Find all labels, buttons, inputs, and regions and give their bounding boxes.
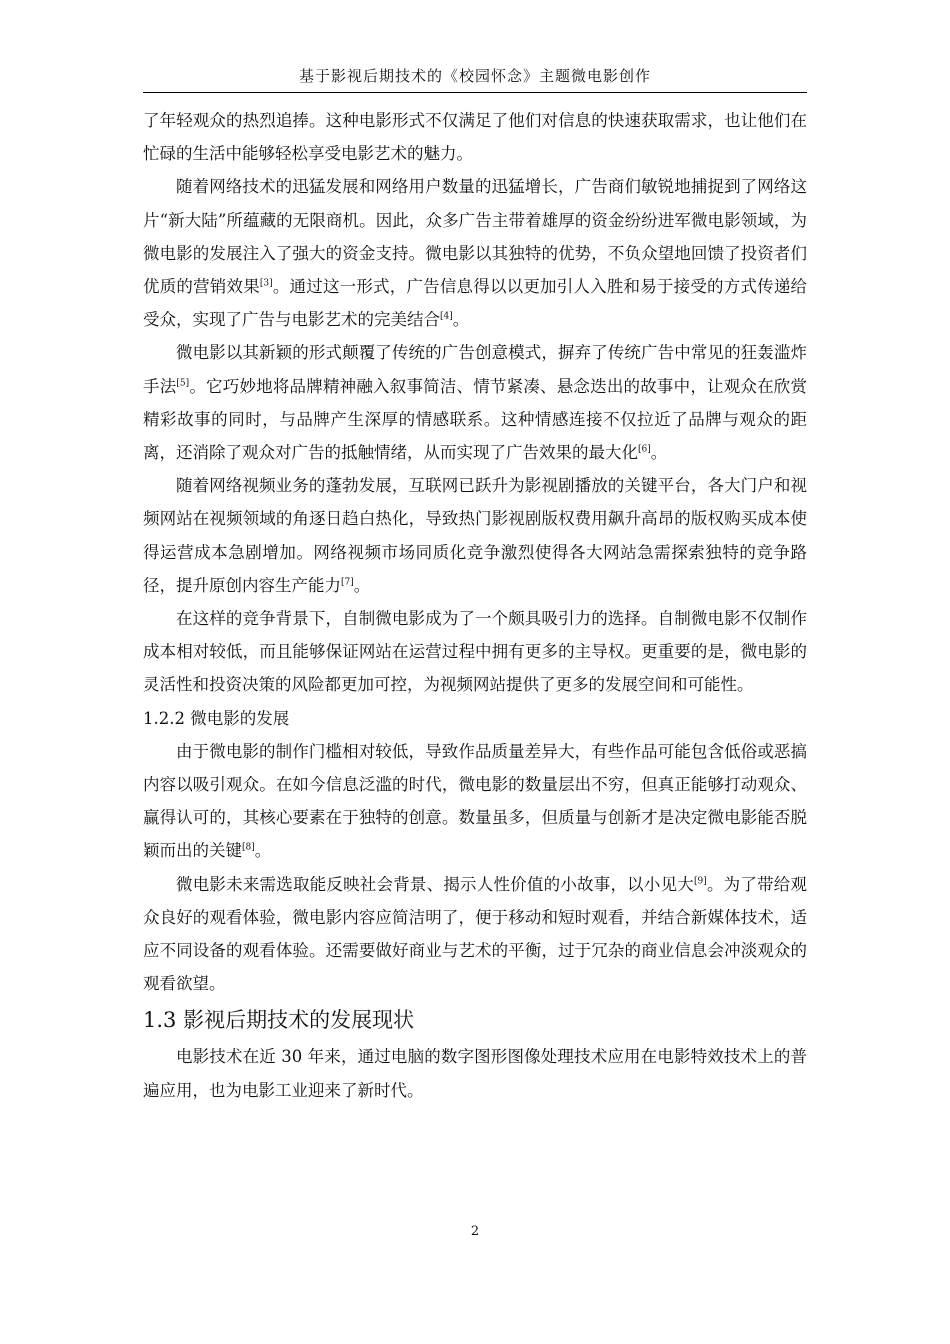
paragraph-8: 电影技术在近 30 年来，通过电脑的数字图形图像处理技术应用在电影特效技术上的普遍应用，也为电影工业迎来了新时代。 <box>143 1047 807 1100</box>
citation-4: [4] <box>440 311 453 322</box>
paragraph-7-text-a: 微电影未来需选取能反映社会背景、揭示人性价值的小故事，以小见大 <box>176 874 694 894</box>
paragraph-4 <box>143 469 807 602</box>
paragraph-6-text-b: 。 <box>254 841 272 861</box>
paragraph-3-text-b: 。它巧妙地将品牌精神融入叙事简洁、情节紧凑、悬念迭出的故事中，让观众在欣赏精彩故事的同时，与品牌产生深厚的情感联系。这种情感连接不仅拉近了品牌与观众的距离，还消除了观众对广告的抵触情绪，从而实现了广告效果的最大化 <box>143 376 808 463</box>
running-header: 基于影视后期技术的《校园怀念》主题微电影创作 <box>143 60 807 93</box>
paragraph-3-text-a: 微电影以其新颖的形式颠覆了传统的广告创意模式，摒弃了传统广告中常见的狂轰滥炸手法 <box>143 343 807 396</box>
section-heading-1-3: 1.3 影视后期技术的发展现状 <box>143 1008 415 1033</box>
page-body <box>143 104 807 1107</box>
citation-9: [9] <box>694 876 707 887</box>
paragraph-2-text-c: 。 <box>452 310 470 330</box>
paragraph-3 <box>143 336 807 469</box>
subsection-heading-1-2-2: 1.2.2 微电影的发展 <box>143 708 290 728</box>
paragraph-5: 在这样的竞争背景下，自制微电影成为了一个颇具吸引力的选择。自制微电影不仅制作成本相对较低，而且能够保证网站在运营过程中拥有更多的主导权。更重要的是，微电影的灵活性和投资决策的风险都更加可控，为视频网站提供了更多的发展空间和可能性。 <box>143 609 807 695</box>
page-number: 2 <box>470 1224 480 1239</box>
citation-8: [8] <box>242 842 255 853</box>
paragraph-4-text-b: 。 <box>353 575 371 595</box>
paragraph-1: 了年轻观众的热烈追捧。这种电影形式不仅满足了他们对信息的快速获取需求，也让他们在忙碌的生活中能够轻松享受电影艺术的魅力。 <box>143 111 807 164</box>
citation-3: [3] <box>259 278 273 289</box>
paragraph-7 <box>143 868 807 1001</box>
paragraph-7-text-b: 。为了带给观众良好的观看体验，微电影内容应简洁明了，便于移动和短时观看，并结合新媒体技术，适应不同设备的观看体验。还需要做好商业与艺术的平衡，过于冗杂的商业信息会冲淡观众的观看欲望。 <box>143 874 808 994</box>
paragraph-2-text-b: 。通过这一形式，广告信息得以以更加引人入胜和易于接受的方式传递给受众，实现了广告与电影艺术的完美结合 <box>143 277 808 330</box>
paragraph-2-text-a: 随着网络技术的迅猛发展和网络用户数量的迅猛增长，广告商们敏锐地捕捉到了网络这片“新大陆”所蕴藏的无限商机。因此，众多广告主带着雄厚的资金纷纷进军微电影领域，为微电影的发展注入了强大的资金支持。微电影以其独特的优势，不负众望地回馈了投资者们优质的营销效果 <box>143 177 807 297</box>
citation-5: [5] <box>176 378 190 389</box>
paragraph-3-text-c: 。 <box>650 443 668 463</box>
citation-6: [6] <box>638 444 651 455</box>
paragraph-4-text-a: 随着网络视频业务的蓬勃发展，互联网已跃升为影视剧播放的关键平台，各大门户和视频网站在视频领域的角逐日趋白热化，导致热门影视剧版权费用飙升高昂的版权购买成本使得运营成本急剧增加。网络视频市场同质化竞争激烈使得各大网站急需探索独特的竞争路径，提升原创内容生产能力 <box>143 476 807 595</box>
paragraph-2 <box>143 170 807 336</box>
paragraph-6 <box>143 735 807 868</box>
citation-7: [7] <box>341 577 354 588</box>
paragraph-6-text-a: 由于微电影的制作门槛相对较低，导致作品质量差异大，有些作品可能包含低俗或恶搞内容以吸引观众。在如今信息泛滥的时代，微电影的数量层出不穷，但真正能够打动观众、赢得认可的，其核心要素在于独特的创意。数量虽多，但质量与创新才是决定微电影能否脱颖而出的关键 <box>143 741 807 861</box>
